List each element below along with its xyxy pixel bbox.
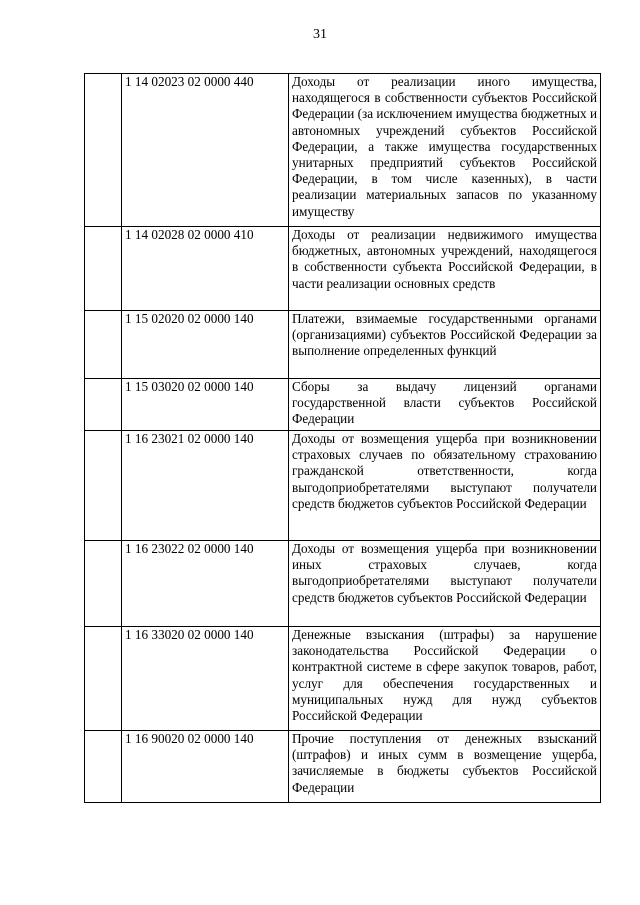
table-row <box>85 379 601 431</box>
empty-cell <box>85 541 122 627</box>
revenue-code: 1 14 02023 02 0000 440 <box>122 74 289 227</box>
table-row <box>85 541 601 627</box>
empty-cell <box>85 431 122 541</box>
revenue-description: Платежи, взимаемые государственными органами (организациями) субъектов Российской Федерации за выполнение определенных функций <box>289 311 601 379</box>
empty-cell <box>85 227 122 311</box>
revenue-code: 1 14 02028 02 0000 410 <box>122 227 289 311</box>
revenue-code: 1 16 33020 02 0000 140 <box>122 627 289 731</box>
revenue-description: Доходы от возмещения ущерба при возникновении страховых случаев по обязательному страхованию гражданской ответственности, когда выгодоприобретателями выступают получатели средств бюджетов субъектов Российской Федерации <box>289 431 601 541</box>
revenue-description: Доходы от реализации недвижимого имущества бюджетных, автономных учреждений, находящегося в собственности субъекта Российской Федерации, в части реализации основных средств <box>289 227 601 311</box>
revenue-codes-table <box>84 73 601 803</box>
table-row <box>85 627 601 731</box>
revenue-description: Сборы за выдачу лицензий органами государственной власти субъектов Российской Федерации <box>289 379 601 431</box>
revenue-code: 1 15 02020 02 0000 140 <box>122 311 289 379</box>
table-row <box>85 431 601 541</box>
table-row <box>85 74 601 227</box>
empty-cell <box>85 731 122 803</box>
table-row <box>85 311 601 379</box>
revenue-description: Прочие поступления от денежных взысканий (штрафов) и иных сумм в возмещение ущерба, зачисляемые в бюджеты субъектов Российской Федерации <box>289 731 601 803</box>
revenue-description: Доходы от реализации иного имущества, находящегося в собственности субъектов Российской Федерации (за исключением имущества бюджетных и автономных учреждений субъектов Российской Федерации, а также имущества государственных унитарных предприятий субъектов Российской Федерации, в том числе казенных), в части реализации материальных запасов по указанному имуществу <box>289 74 601 227</box>
revenue-code: 1 15 03020 02 0000 140 <box>122 379 289 431</box>
empty-cell <box>85 379 122 431</box>
revenue-description: Денежные взыскания (штрафы) за нарушение законодательства Российской Федерации о контрактной системе в сфере закупок товаров, работ, услуг для обеспечения государственных и муниципальных нужд для нужд субъектов Российской Федерации <box>289 627 601 731</box>
empty-cell <box>85 627 122 731</box>
revenue-code: 1 16 90020 02 0000 140 <box>122 731 289 803</box>
empty-cell <box>85 74 122 227</box>
revenue-description: Доходы от возмещения ущерба при возникновении иных страховых случаев, когда выгодоприобретателями выступают получатели средств бюджетов субъектов Российской Федерации <box>289 541 601 627</box>
revenue-code: 1 16 23022 02 0000 140 <box>122 541 289 627</box>
page-number: 31 <box>313 27 327 42</box>
revenue-code: 1 16 23021 02 0000 140 <box>122 431 289 541</box>
empty-cell <box>85 311 122 379</box>
table-row <box>85 731 601 803</box>
table-row <box>85 227 601 311</box>
